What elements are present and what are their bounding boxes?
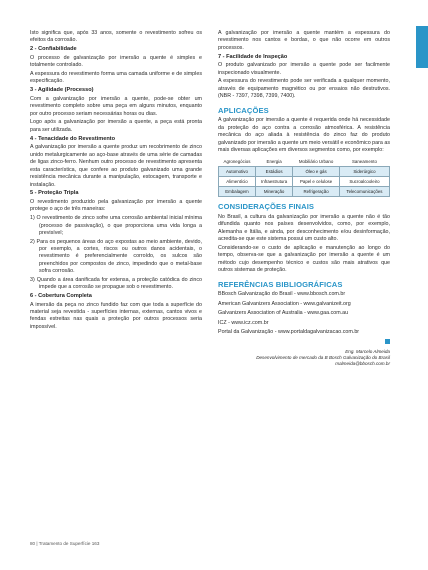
section-heading: 2 - Confiabilidade <box>30 46 77 53</box>
paragraph: A galvanização por imersão a quente produz um recobrimento de zinco unido metalurgicamente ao aço-base através de uma série de camadas de ligas zinco-ferro. Nenhum outro processo de revestimento apresenta esta característica, que confere ao produto galvanizado uma grande resistência mecânica durante a manipulação, estocagem, transporte e instalação. <box>30 144 202 188</box>
author-name: Eng. Marcelo Almeida <box>345 348 390 354</box>
table-cell: Siderúrgico <box>339 166 389 176</box>
author-block <box>218 349 390 367</box>
section-heading: 6 - Cobertura Completa <box>30 292 92 299</box>
end-square-icon <box>385 339 390 344</box>
table-cell: Refrigeração <box>293 187 340 197</box>
paragraph: A espessura do revestimento forma uma camada uniforme e de simples especificação. <box>30 71 202 85</box>
section-heading: 3 - Agilidade (Processo) <box>30 87 94 94</box>
paragraph: O revestimento produzido pela galvanização por imersão a quente protege o aço de três maneiras: <box>30 198 202 213</box>
section-heading: 4 - Tenacidade do Revestimento <box>30 135 116 142</box>
right-column <box>218 30 390 367</box>
final-considerations-heading: CONSIDERAÇÕES FINAIS <box>218 202 315 212</box>
table-cell: Alimentício <box>219 176 256 186</box>
article-page <box>30 30 390 535</box>
reference-item: BBosch Galvanização do Brasil - www.bbosch.com.br <box>218 291 346 298</box>
page-edge-tab <box>416 26 428 68</box>
left-column <box>30 30 202 333</box>
reference-item: Galvanizers Association of Australia - www.gaa.com.au <box>218 310 349 317</box>
applications-table <box>218 157 390 198</box>
table-cell: Mineração <box>255 187 292 197</box>
paragraph: A imersão da peça no zinco fundido faz com que toda a superfície do material seja revestida - superfícies internas, externas, cantos vivos e fendas estreitas nas quais a proteção por outros processos seria impossível. <box>30 301 202 330</box>
paragraph: Com a galvanização por imersão a quente, pode-se obter um revestimento completo sobre uma peça em alguns minutos, enquanto por outro processo seriam necessárias horas ou dias. <box>30 95 202 117</box>
table-cell: Estádios <box>255 166 292 176</box>
paragraph: O produto galvanizado por imersão a quente pode ser facilmente inspecionado visualmente. <box>218 62 390 76</box>
author-email: malmeida@bbosch.com.br <box>335 360 390 366</box>
paragraph: A espessura do revestimento pode ser verificada a qualquer momento, através de equipamento magnético ou por ensaios não destrutivos. (NBR - 7397, 7398, 7399, 7400). <box>218 78 390 100</box>
list-item: 1) O revestimento de zinco sofre uma corrosão ambiental inicial mínima (processo de passivação), o que proporciona uma vida longa a previsível; <box>30 215 202 236</box>
table-cell: Embalagem <box>219 187 256 197</box>
references-list <box>218 291 390 336</box>
list-item: 2) Para os pequenos áreas do aço expostas ao meio ambiente, devido, por exemplo, a cortes, riscos ou outros danos acidentais, o revestimento é preferencialmente corroído, os sulcos são preenchidos por compostos de zinco, impedindo que o metal-base sofra corrosão. <box>30 238 202 275</box>
paragraph: Considerando-se o custo de aplicação e manutenção ao longo do tempo, observa-se que a galvanização por imersão a quente é um método cujo desempenho técnico e custos são mais atrativos que outros sistemas de proteção. <box>218 245 390 274</box>
table-cell: Papel e celulose <box>293 176 340 186</box>
paragraph: A galvanização por imersão a quente mantém a espessura do revestimento nos cantos e bordas, o que não ocorre em outros processos. <box>218 30 390 51</box>
section-heading: 5 - Proteção Tripla <box>30 190 79 197</box>
table-header-cell: Agronegócios <box>223 158 251 164</box>
table-row <box>219 166 390 176</box>
reference-item: Portal da Galvanização - www.portaldagalvanizacao.com.br <box>218 329 360 336</box>
table-header-row <box>219 157 390 167</box>
table-header-cell: Energia <box>266 158 282 164</box>
table-header-cell: Saneamento <box>351 158 377 164</box>
page-footer: 80 | Tratamento de Superfície 163 <box>30 541 100 546</box>
end-mark-row <box>218 339 390 345</box>
paragraph: Isto significa que, após 33 anos, somente o revestimento sofreu os efeitos da corrosão. <box>30 30 202 44</box>
applications-heading: APLICAÇÕES <box>218 105 269 115</box>
list-item: 3) Quando a área danificada for extensa, a proteção catódica do zinco impede que a corrosão se propague sob o revestimento. <box>30 276 202 291</box>
paragraph: O processo de galvanização por imersão a quente é simples e totalmente controlado. <box>30 54 202 69</box>
protection-list <box>30 215 202 292</box>
table-cell: Sucroalcooleiro <box>339 176 389 186</box>
table-header-cell: Mobiliário Urbano <box>298 158 334 164</box>
paragraph: A galvanização por imersão a quente é requerida onde há necessidade da proteção do aço contra a corrosão atmosférica. A resistência mecânica do aço aliada à resistência do zinco faz do produto galvanizado por imersão a quente um meio versátil e econômico para as mais diversas aplicações em diversos segmentos como, por exemplo: <box>218 117 390 154</box>
table-cell: Infraestrutura <box>255 176 292 186</box>
paragraph: No Brasil, a cultura da galvanização por imersão a quente não é tão difundida quanto nos países desenvolvidos, como, por exemplo, Alemanha e Itália, e ainda, por desconhecimento e/ou desinformação, acredita-se que este sistema possui um custo alto. <box>218 213 390 243</box>
section-heading: 7 - Facilidade de Inspeção <box>218 53 288 60</box>
author-role: Desenvolvimento de mercado da B Bosch Galvanização do Brasil <box>256 354 390 360</box>
reference-item: ICZ - www.icz.com.br <box>218 319 269 326</box>
table-row <box>219 176 390 186</box>
table-row <box>219 187 390 197</box>
table-cell: Óleo e gás <box>293 166 340 176</box>
table-cell: Telecomunicações <box>339 187 389 197</box>
reference-item: American Galvanizers Association - www.galvanizeit.org <box>218 300 351 307</box>
paragraph: Logo após a galvanização por imersão a quente, a peça está pronta para ser utilizada. <box>30 119 202 133</box>
table-cell: Automotivo <box>219 166 256 176</box>
references-heading: REFERÊNCIAS BIBLIOGRÁFICAS <box>218 279 343 289</box>
